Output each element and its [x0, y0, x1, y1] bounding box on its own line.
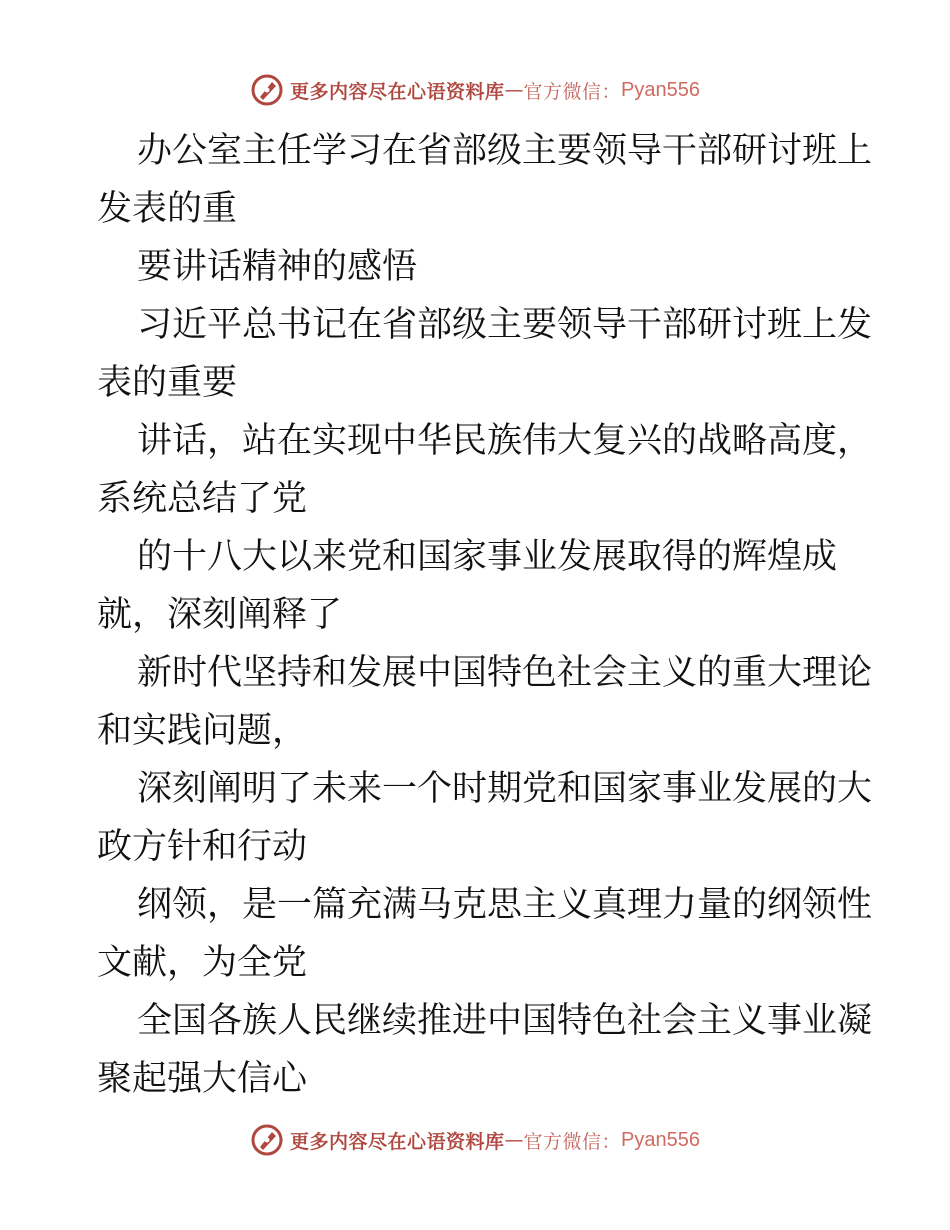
article-body	[97, 122, 873, 1108]
text-line: 政方针和行动	[97, 827, 308, 867]
header-dash: —	[504, 79, 524, 101]
text-line: 和实践问题，	[97, 711, 308, 751]
text-line: 深刻阐明了未来一个时期党和国家事业发展的大	[137, 769, 873, 809]
footer-wechat-id: Pyan556	[621, 1128, 700, 1151]
footer-banner[interactable]	[0, 1122, 950, 1158]
text-line: 新时代坚持和发展中国特色社会主义的重大理论	[137, 653, 873, 693]
text-line: 纲领，是一篇充满马克思主义真理力量的纲领性	[137, 885, 873, 925]
text-line: 聚起强大信心	[97, 1059, 308, 1099]
text-line: 习近平总书记在省部级主要领导干部研讨班上发	[137, 305, 873, 345]
header-wechat-id: Pyan556	[621, 78, 700, 101]
footer-promo-text: 更多内容尽在心语资料库	[290, 1130, 505, 1153]
footer-official-label: 官方微信：	[523, 1130, 622, 1153]
footer-dash: —	[504, 1129, 524, 1151]
text-line: 全国各族人民继续推进中国特色社会主义事业凝	[137, 1001, 873, 1041]
text-line: 表的重要	[97, 363, 238, 403]
text-line: 就，深刻阐释了	[97, 595, 343, 635]
header-official-label: 官方微信：	[523, 80, 622, 103]
text-line: 的十八大以来党和国家事业发展取得的辉煌成	[137, 537, 838, 577]
text-line: 文献，为全党	[97, 943, 308, 983]
text-line: 发表的重	[97, 189, 238, 229]
text-line: 办公室主任学习在省部级主要领导干部研讨班上	[137, 131, 873, 171]
text-line: 系统总结了党	[97, 479, 308, 519]
header-banner[interactable]	[0, 72, 950, 108]
pen-logo-icon	[250, 1123, 284, 1157]
text-line: 要讲话精神的感悟	[137, 247, 418, 287]
header-promo-text: 更多内容尽在心语资料库	[290, 80, 505, 103]
text-line: 讲话，站在实现中华民族伟大复兴的战略高度，	[137, 421, 873, 461]
pen-logo-icon	[250, 73, 284, 107]
